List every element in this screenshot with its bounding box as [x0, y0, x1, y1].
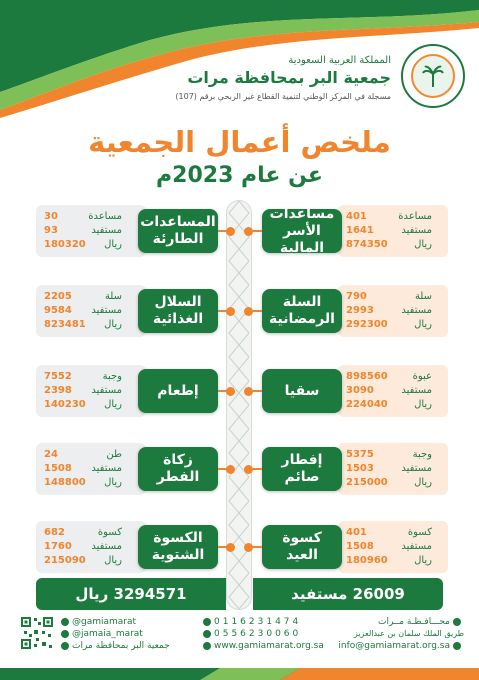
stat-unit: عبوة — [412, 371, 432, 382]
stat-value: 1641 — [346, 225, 374, 236]
country-name: المملكة العربية السعودية — [288, 55, 391, 66]
connector-dot — [226, 543, 235, 552]
stat-unit: طن — [106, 449, 122, 460]
stat-unit: ريال — [104, 319, 122, 330]
stat-value: 790 — [346, 291, 367, 302]
qr-code — [20, 616, 54, 650]
total-amount: 3294571 ريال — [36, 578, 226, 610]
total-beneficiaries: 26009 مستفيد — [253, 578, 443, 610]
stat-unit: ريال — [414, 555, 432, 566]
connector-dot — [244, 465, 253, 474]
mobile-number: 0556230060 — [214, 629, 302, 639]
footer-contact — [200, 616, 324, 652]
page-title: ملخص أعمال الجمعية — [88, 125, 391, 159]
email-address: info@gamiamarat.org.sa — [338, 641, 450, 651]
stat-row — [44, 238, 144, 252]
stat-unit: ريال — [414, 399, 432, 410]
stat-unit: سلة — [414, 291, 432, 302]
footer-bar — [0, 662, 479, 680]
stat-row — [44, 318, 144, 332]
stat-unit: ريال — [104, 555, 122, 566]
stat-row — [346, 290, 446, 304]
program-card — [36, 521, 218, 573]
stat-unit: مستفيد — [401, 541, 432, 552]
stat-row — [346, 398, 446, 412]
stat-unit: وجبة — [102, 371, 122, 382]
stat-row — [44, 210, 144, 224]
stat-value: 874350 — [346, 239, 388, 250]
stat-row — [44, 448, 144, 462]
program-label: الكسوة الشتوية — [138, 525, 218, 569]
stat-unit: مستفيد — [401, 305, 432, 316]
stat-value: 3090 — [346, 385, 374, 396]
stat-unit: سلة — [104, 291, 122, 302]
stat-unit: مستفيد — [91, 385, 122, 396]
snapchat-row[interactable] — [58, 640, 170, 652]
stat-unit: ريال — [414, 319, 432, 330]
program-label: السلال الغذائية — [138, 289, 218, 333]
stat-value: 180960 — [346, 555, 388, 566]
stat-value: 2993 — [346, 305, 374, 316]
stat-value: 24 — [44, 449, 58, 460]
program-card — [36, 285, 218, 337]
snapchat-icon — [61, 642, 69, 650]
year-subtitle: عن عام 2023م — [156, 163, 323, 188]
connector-dot — [244, 227, 253, 236]
stat-unit: ريال — [104, 239, 122, 250]
stat-row — [44, 370, 144, 384]
connector-dot — [226, 465, 235, 474]
stat-unit: كسوة — [407, 527, 432, 538]
connector-dot — [226, 227, 235, 236]
stat-value: 292300 — [346, 319, 388, 330]
twitter-row[interactable] — [58, 616, 170, 628]
stat-unit: مساعدة — [398, 211, 432, 222]
stat-row — [44, 462, 144, 476]
stat-value: 7552 — [44, 371, 72, 382]
stat-row — [44, 224, 144, 238]
stat-row — [346, 476, 446, 490]
connector-dot — [244, 307, 253, 316]
stat-unit: وجبة — [412, 449, 432, 460]
footer-address — [338, 616, 464, 652]
stat-row — [44, 290, 144, 304]
stat-row — [44, 554, 144, 568]
phone-number: 0116231474 — [214, 617, 302, 627]
program-card — [262, 443, 444, 495]
stat-unit: ريال — [104, 477, 122, 488]
stat-value: 30 — [44, 211, 58, 222]
stat-value: 215000 — [346, 477, 388, 488]
instagram-handle: @jamaia_marat — [72, 629, 143, 639]
stat-value: 180320 — [44, 239, 86, 250]
mobile-icon — [203, 630, 211, 638]
stat-row — [346, 384, 446, 398]
stat-unit: مستفيد — [401, 463, 432, 474]
stat-unit: ريال — [414, 239, 432, 250]
stat-value: 9584 — [44, 305, 72, 316]
stat-unit: كسوة — [97, 527, 122, 538]
program-card — [262, 205, 444, 257]
stat-value: 224040 — [346, 399, 388, 410]
stat-unit: مستفيد — [91, 541, 122, 552]
location-pin-icon — [453, 618, 461, 626]
program-label: إطعام — [138, 369, 218, 413]
palm-tree-icon — [411, 54, 455, 98]
city-row — [338, 616, 464, 628]
stat-row — [44, 476, 144, 490]
stat-row — [346, 462, 446, 476]
program-card — [36, 365, 218, 417]
twitter-handle: @gamiamarat — [72, 617, 137, 627]
stat-value: 1508 — [44, 463, 72, 474]
stat-unit: مستفيد — [401, 385, 432, 396]
stat-row — [346, 554, 446, 568]
website-row[interactable] — [200, 640, 324, 652]
stat-row — [44, 526, 144, 540]
stat-value: 140230 — [44, 399, 86, 410]
stat-value: 1760 — [44, 541, 72, 552]
connector-dot — [244, 387, 253, 396]
stat-unit: مساعدة — [88, 211, 122, 222]
stat-row — [346, 238, 446, 252]
connector-dot — [226, 387, 235, 396]
city-name: محـــافـظـة مــرات — [378, 617, 450, 627]
stat-row — [44, 540, 144, 554]
stat-row — [346, 210, 446, 224]
stat-value: 2398 — [44, 385, 72, 396]
org-name: جمعية البر بمحافظة مرات — [187, 68, 391, 87]
program-label: مساعدات الأسر المالية — [262, 209, 342, 253]
address-row — [338, 628, 464, 640]
program-card — [262, 365, 444, 417]
website-link: www.gamiamarat.org.sa — [214, 641, 324, 651]
mobile-row[interactable] — [200, 628, 324, 640]
stat-row — [346, 448, 446, 462]
instagram-row[interactable] — [58, 628, 170, 640]
stat-value: 148800 — [44, 477, 86, 488]
stat-value: 5375 — [346, 449, 374, 460]
program-label: كسوة العيد — [262, 525, 342, 569]
stat-value: 401 — [346, 211, 367, 222]
stat-unit: ريال — [414, 477, 432, 488]
connector-dot — [226, 307, 235, 316]
stat-value: 2205 — [44, 291, 72, 302]
program-card — [262, 521, 444, 573]
email-row[interactable] — [338, 640, 464, 652]
program-label: سقيا — [262, 369, 342, 413]
stat-row — [346, 304, 446, 318]
stat-row — [44, 398, 144, 412]
stat-unit: ريال — [104, 399, 122, 410]
program-card — [262, 285, 444, 337]
stat-value: 1508 — [346, 541, 374, 552]
program-label: السلة الرمضانية — [262, 289, 342, 333]
instagram-icon — [61, 630, 69, 638]
email-icon — [453, 642, 461, 650]
stat-value: 823481 — [44, 319, 86, 330]
stat-row — [346, 540, 446, 554]
connector-dot — [244, 543, 253, 552]
org-logo — [401, 44, 465, 108]
stat-unit: مستفيد — [91, 305, 122, 316]
stat-unit: مستفيد — [91, 463, 122, 474]
stat-unit: مستفيد — [401, 225, 432, 236]
globe-icon — [203, 642, 211, 650]
stat-row — [44, 304, 144, 318]
stat-value: 401 — [346, 527, 367, 538]
stat-value: 93 — [44, 225, 58, 236]
stat-value: 215090 — [44, 555, 86, 566]
stat-row — [346, 318, 446, 332]
program-card — [36, 443, 218, 495]
stat-row — [346, 526, 446, 540]
program-label: إفطار صائم — [262, 447, 342, 491]
street-address: طريق الملك سلمان بن عبدالعزيز — [353, 629, 464, 638]
program-label: المساعدات الطارئة — [138, 209, 218, 253]
stat-row — [346, 224, 446, 238]
stat-row — [346, 370, 446, 384]
footer-social — [58, 616, 170, 652]
program-card — [36, 205, 218, 257]
snapchat-name: جمعية البر بمحافظة مرات — [72, 641, 170, 651]
stat-value: 682 — [44, 527, 65, 538]
stat-row — [44, 384, 144, 398]
stat-value: 898560 — [346, 371, 388, 382]
registration-text: مسجلة في المركز الوطني لتنمية القطاع غير الربحي برقم (107) — [175, 92, 391, 101]
twitter-icon — [61, 618, 69, 626]
stat-unit: مستفيد — [91, 225, 122, 236]
program-label: زكاة الفطر — [138, 447, 218, 491]
phone-icon — [203, 618, 211, 626]
stat-value: 1503 — [346, 463, 374, 474]
phone-row[interactable] — [200, 616, 324, 628]
